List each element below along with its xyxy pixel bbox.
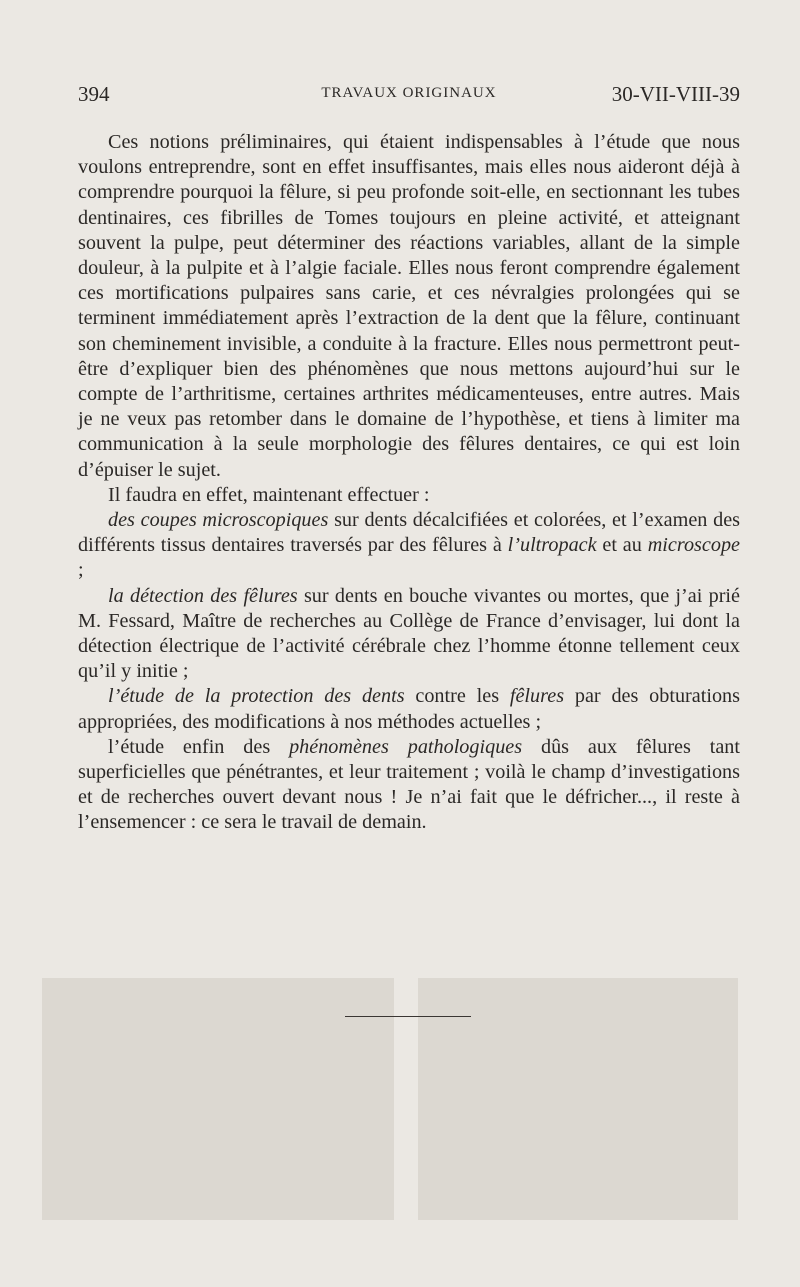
- text-run: Ces notions préliminaires, qui étaient indispensables à l’étude que nous voulons entreprendre, sont en effet insuffisantes, mais elles nous aideront déjà à comprendre pourquoi la fêlure, si peu profonde soit-elle, en sectionnant les tubes dentinaires, ces fibrilles de Tomes toujours en pleine activité, et atteignant souvent la pulpe, peut déterminer des réactions variables, allant de la simple douleur, à la pulpite et à l’algie faciale. Elles nous feront comprendre également ces mortifications pulpaires sans carie, et ces névralgies prolongées qui se terminent immédiatement après l’extraction de la dent que la fêlure, continuant son cheminement invisible, a conduite à la fracture. Elles nous permettront peut-être d’expliquer bien des phénomènes que nous mettons aujourd’hui sur le compte de l’arthritisme, certaines arthrites médicamenteuses, entre autres. Mais je ne veux pas retomber dans le domaine de l’hypothèse, et tiens à limiter ma communication à la seule morphologie des fêlures dentaires, ce qui est loin d’épuiser le sujet.: [78, 131, 740, 481]
- text-run: par des obturations appropriées, des modifications à nos méthodes actuelles ;: [78, 685, 740, 733]
- bleed-through-figure-right: [418, 978, 738, 1220]
- text-run: et au: [596, 534, 648, 557]
- bleed-through-figure-left: [42, 978, 394, 1220]
- paragraph: [78, 483, 740, 508]
- italic-text: l’ultropack: [507, 534, 597, 557]
- text-run: sur dents décalcifiées et colorées, et l’examen des différents tissus dentaires traversés par des fêlures à: [78, 509, 741, 557]
- italic-text: des coupes microscopiques: [108, 509, 329, 532]
- italic-text: fêlures: [509, 685, 565, 708]
- page-number: 394: [78, 82, 110, 106]
- paragraph: [78, 684, 740, 734]
- text-run: sur dents en bouche vivantes ou mortes, que j’ai prié M. Fessard, Maître de recherches au Collège de France d’envisager, lui dont la détection électrique de l’activité cérébrale chez l’homme étonne tellement ceux qu’il y initie ;: [78, 584, 741, 683]
- italic-text: la détection des fêlures: [108, 584, 298, 607]
- text-run: l’étude enfin des: [108, 735, 290, 758]
- italic-text: microscope: [647, 534, 741, 557]
- article-body: [78, 130, 740, 836]
- closing-rule: [345, 1016, 471, 1017]
- paragraph: [78, 735, 740, 836]
- text-run: Il faudra en effet, maintenant effectuer :: [108, 483, 430, 506]
- italic-text: phénomènes pathologiques: [289, 735, 523, 758]
- running-title: TRAVAUX ORIGINAUX: [321, 85, 497, 101]
- issue-date: 30-VII-VIII-39: [611, 82, 740, 106]
- text-run: ;: [78, 559, 84, 582]
- paragraph: [78, 508, 740, 584]
- running-header: [78, 80, 740, 110]
- text-run: contre les: [404, 685, 510, 708]
- text-run: dûs aux fêlures tant superficielles que pénétrantes, et leur traitement ; voilà le champ d’investigations et de recherches ouvert devant nous ! Je n’ai fait que le défricher..., il reste à l’ensemencer : ce sera le travail de demain.: [78, 735, 741, 834]
- paragraph: [78, 130, 740, 483]
- italic-text: l’étude de la protection des dents: [108, 685, 405, 708]
- paragraph: [78, 584, 740, 685]
